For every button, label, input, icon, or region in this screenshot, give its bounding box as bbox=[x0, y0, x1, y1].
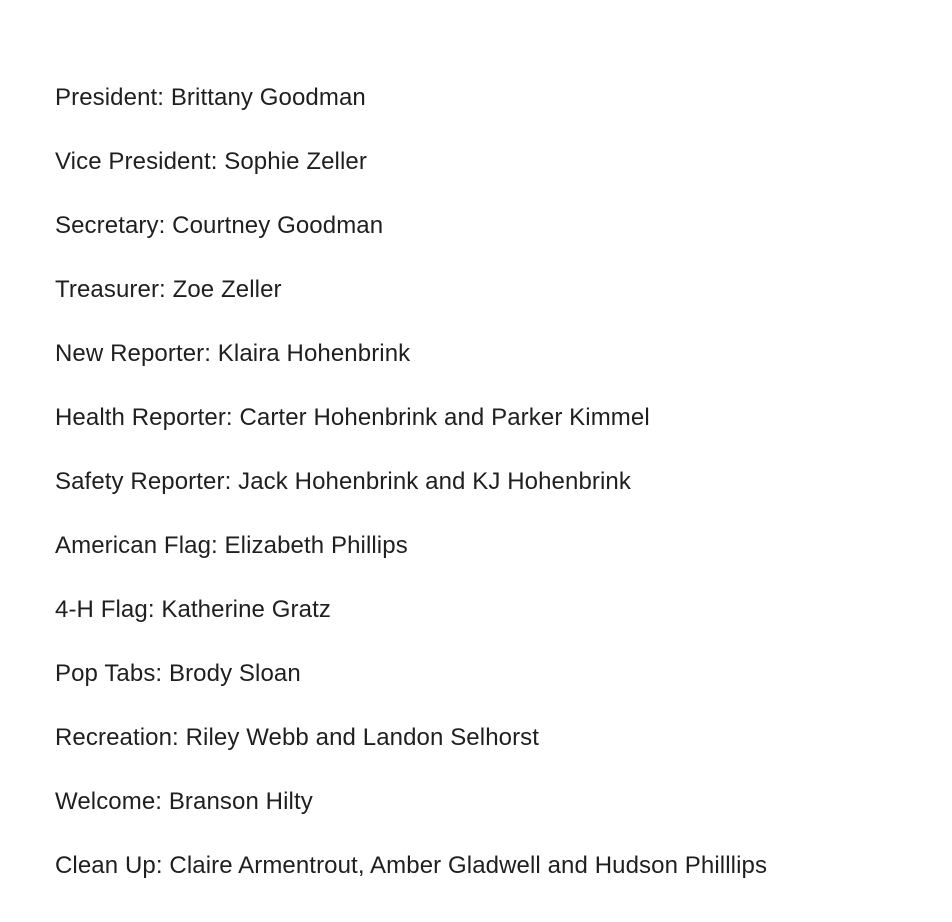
officer-line-president: President: Brittany Goodman bbox=[55, 84, 366, 111]
officer-line-health-reporter: Health Reporter: Carter Hohenbrink and Parker Kimmel bbox=[55, 404, 650, 431]
officer-line-new-reporter: New Reporter: Klaira Hohenbrink bbox=[55, 340, 411, 367]
officer-line-vice-president: Vice President: Sophie Zeller bbox=[55, 148, 367, 175]
officer-line-safety-reporter: Safety Reporter: Jack Hohenbrink and KJ Hohenbrink bbox=[55, 468, 631, 495]
officer-line-american-flag: American Flag: Elizabeth Phillips bbox=[55, 532, 408, 559]
officer-line-pop-tabs: Pop Tabs: Brody Sloan bbox=[55, 660, 301, 687]
officer-line-recreation: Recreation: Riley Webb and Landon Selhorst bbox=[55, 724, 540, 751]
officer-line-secretary: Secretary: Courtney Goodman bbox=[55, 212, 384, 239]
officer-line-clean-up: Clean Up: Claire Armentrout, Amber Gladwell and Hudson Philllips bbox=[55, 852, 768, 879]
officer-line-treasurer: Treasurer: Zoe Zeller bbox=[55, 276, 282, 303]
officer-line-welcome: Welcome: Branson Hilty bbox=[55, 788, 313, 815]
officer-line-4h-flag: 4-H Flag: Katherine Gratz bbox=[55, 596, 331, 623]
